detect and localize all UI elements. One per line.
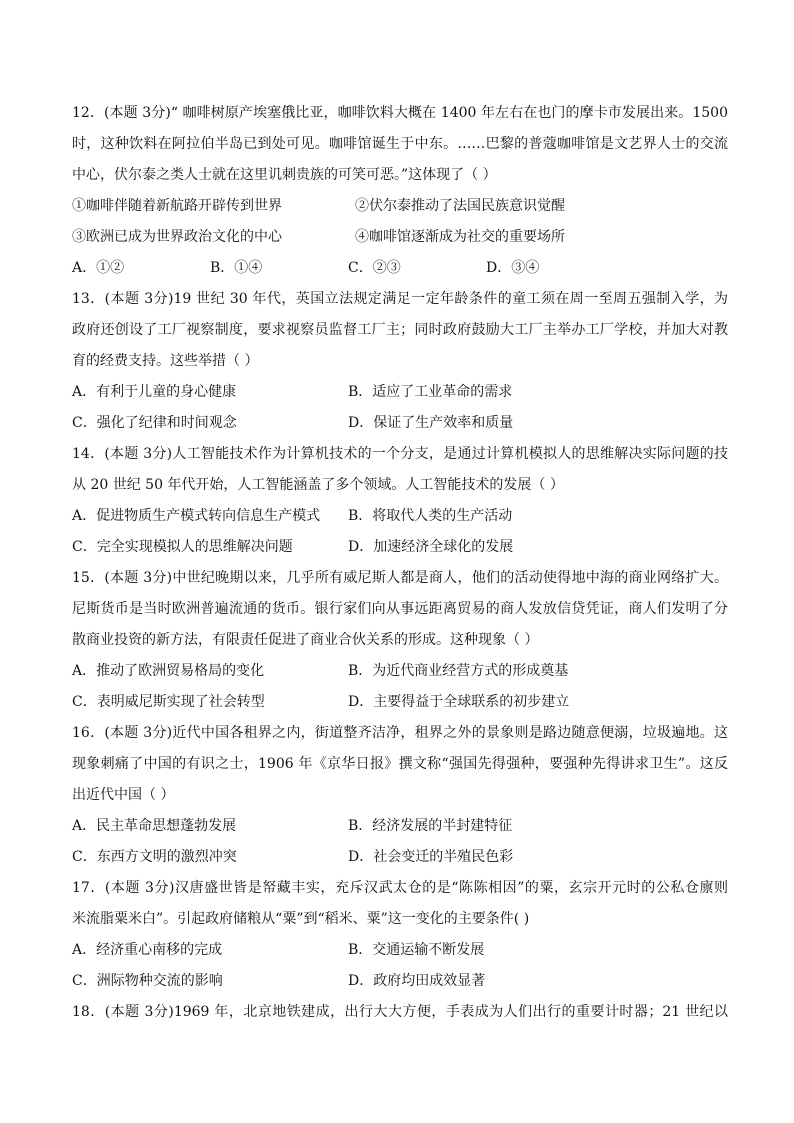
- statement-row: [72, 222, 728, 253]
- options-row: [72, 532, 728, 563]
- options-row: [72, 687, 728, 718]
- question-text-line: 时，这种饮料在阿拉伯半岛已到处可见。咖啡馆诞生于中东。……巴黎的普蔻咖啡馆是文艺界人士的交流: [72, 136, 728, 152]
- option-d: D．保证了生产效率和质量: [348, 415, 514, 431]
- exam-page: [72, 98, 728, 1028]
- question-text-line: 18．(本题 3分)1969 年，北京地铁建成，出行大大方便，手表成为人们出行的重要计时器；21 世纪以: [72, 1004, 728, 1020]
- options-row: [72, 656, 728, 687]
- option-d: D．③④: [486, 260, 540, 276]
- question-text-line: 出近代中国（ ）: [72, 787, 175, 803]
- question-text-line: 15．(本题 3分)中世纪晚期以来，几乎所有威尼斯人都是商人，他们的活动使得地中海的商业网络扩大。: [72, 570, 728, 586]
- options-row: [72, 811, 728, 842]
- option-c: C．②③: [348, 260, 401, 276]
- statement-item: ①咖啡伴随着新航路开辟传到世界: [72, 198, 282, 214]
- option-b: B．经济发展的半封建特征: [348, 818, 513, 834]
- statement-item: ③欧洲已成为世界政治文化的中心: [72, 229, 282, 245]
- options-row: [72, 501, 728, 532]
- question-12: [72, 98, 728, 284]
- option-b: B．将取代人类的生产活动: [348, 508, 513, 524]
- options-row: [72, 842, 728, 873]
- question-text-line: 16．(本题 3分)近代中国各租界之内，街道整齐洁净，租界之外的景象则是路边随意便溺，垃圾遍地。这: [72, 725, 728, 741]
- option-d: D．主要得益于全球联系的初步建立: [348, 694, 570, 710]
- option-a: A．促进物质生产模式转向信息生产模式: [72, 508, 321, 524]
- question-16: [72, 718, 728, 873]
- option-c: C．完全实现模拟人的思维解决问题: [72, 539, 293, 555]
- option-a: A．①②: [72, 260, 125, 276]
- question-text-line: 散商业投资的新方法，有限责任促进了商业合伙关系的形成。这种现象（ ）: [72, 632, 539, 648]
- question-18: [72, 997, 728, 1028]
- option-d: D．加速经济全球化的发展: [348, 539, 514, 555]
- option-b: B．交通运输不断发展: [348, 942, 485, 958]
- question-text-line: 米流脂粟米白”。引起政府储粮从“粟”到“稻米、粟”这一变化的主要条件( ): [72, 911, 530, 927]
- options-row: [72, 377, 728, 408]
- option-d: D．社会变迁的半殖民色彩: [348, 849, 514, 865]
- option-b: B．①④: [210, 260, 263, 276]
- question-13: [72, 284, 728, 439]
- option-d: D．政府均田成效显著: [348, 973, 486, 989]
- question-15: [72, 563, 728, 718]
- statement-row: [72, 191, 728, 222]
- option-a: A．推动了欧洲贸易格局的变化: [72, 663, 265, 679]
- options-row: [72, 408, 728, 439]
- option-c: C．强化了纪律和时间观念: [72, 415, 237, 431]
- option-a: A．有利于儿童的身心健康: [72, 384, 237, 400]
- question-text-line: 现象刺痛了中国的有识之士，1906 年《京华日报》撰文称“强国先得强种，要强种先得讲求卫生”。这反: [72, 756, 728, 772]
- question-text-line: 14．(本题 3分)人工智能技术作为计算机技术的一个分支，是通过计算机模拟人的思维解决实际问题的技: [72, 446, 728, 462]
- question-text-line: 中心，伏尔泰之类人士就在这里讥刺贵族的可笑可恶。”这体现了（ ）: [72, 167, 497, 183]
- options-row: [72, 966, 728, 997]
- question-text-line: 13．(本题 3分)19 世纪 30 年代，英国立法规定满足一定年龄条件的童工须在周一至周五强制入学，为: [72, 291, 728, 307]
- question-text-line: 育的经费支持。这些举措（ ）: [72, 353, 259, 369]
- statement-item: ④咖啡馆逐渐成为社交的重要场所: [355, 229, 565, 245]
- question-text-line: 尼斯货币是当时欧洲普遍流通的货币。银行家们向从事远距离贸易的商人发放信贷凭证，商人们发明了分: [72, 601, 728, 617]
- option-a: A．民主革命思想蓬勃发展: [72, 818, 237, 834]
- question-17: [72, 873, 728, 997]
- question-text-line: 从 20 世纪 50 年代开始，人工智能涵盖了多个领域。人工智能技术的发展（ ）: [72, 477, 564, 493]
- option-b: B．为近代商业经营方式的形成奠基: [348, 663, 569, 679]
- options-row: [72, 253, 728, 284]
- question-text-line: 政府还创设了工厂视察制度，要求视察员监督工厂主；同时政府鼓励大工厂主举办工厂学校，并加大对教: [72, 322, 728, 338]
- question-14: [72, 439, 728, 563]
- option-c: C．表明威尼斯实现了社会转型: [72, 694, 265, 710]
- option-a: A．经济重心南移的完成: [72, 942, 223, 958]
- statement-item: ②伏尔泰推动了法国民族意识觉醒: [355, 198, 565, 214]
- option-c: C．洲际物种交流的影响: [72, 973, 223, 989]
- option-b: B．适应了工业革命的需求: [348, 384, 513, 400]
- options-row: [72, 935, 728, 966]
- option-c: C．东西方文明的激烈冲突: [72, 849, 237, 865]
- question-text-line: 12．(本题 3分)“ 咖啡树原产埃塞俄比亚，咖啡饮料大概在 1400 年左右在也门的摩卡市发展出来。1500: [72, 105, 728, 121]
- question-text-line: 17．(本题 3分)汉唐盛世皆是帑藏丰实，充斥汉武太仓的是“陈陈相因”的粟，玄宗开元时的公私仓廪则: [72, 880, 728, 896]
